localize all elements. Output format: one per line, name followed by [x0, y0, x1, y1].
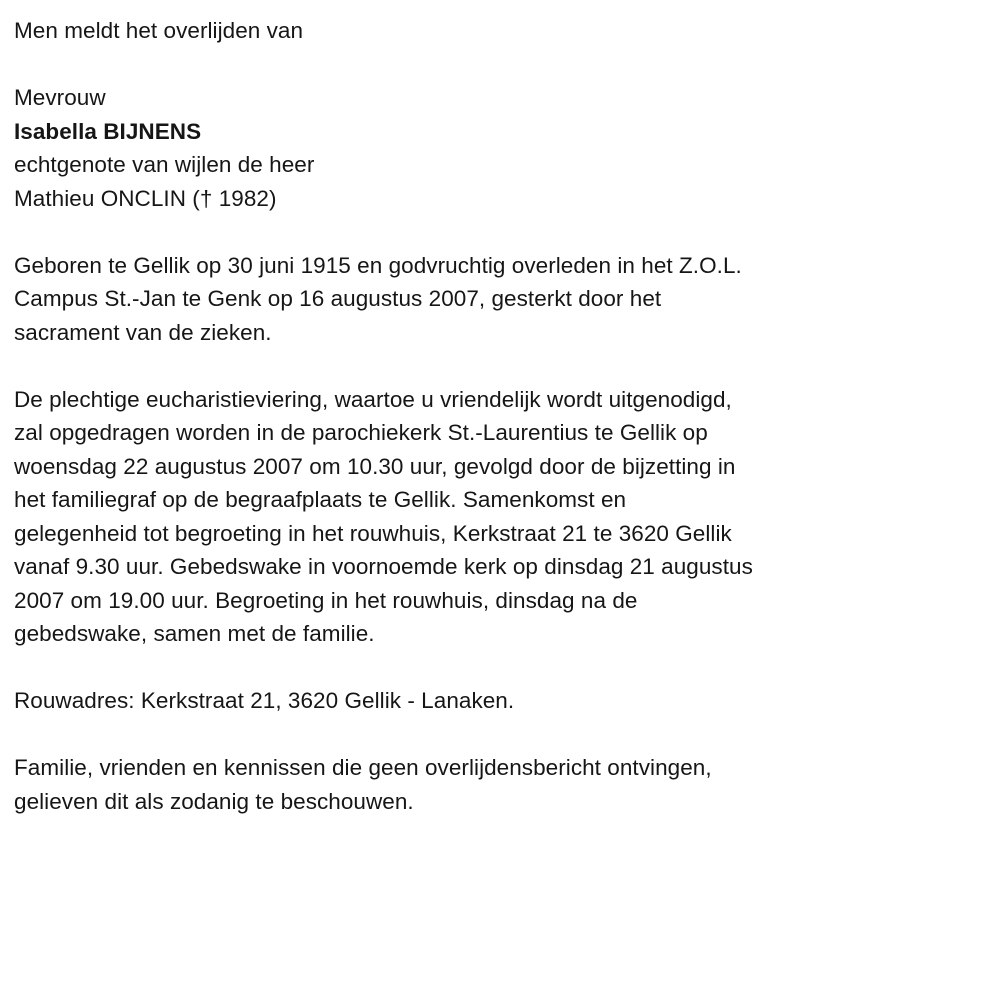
birth-death-line-3: sacrament van de zieken.: [14, 319, 272, 345]
spacer: [14, 48, 982, 82]
intro-paragraph: [14, 14, 982, 48]
spacer: [14, 718, 982, 752]
service-line-1: De plechtige eucharistieviering, waartoe u vriendelijk wordt uitgenodigd,: [14, 386, 732, 412]
closing-line-2: gelieven dit als zodanig te beschouwen.: [14, 788, 414, 814]
service-line-6: vanaf 9.30 uur. Gebedswake in voornoemde kerk op dinsdag 21 augustus: [14, 554, 753, 579]
service-line-7: 2007 om 19.00 uur. Begroeting in het rouwhuis, dinsdag na de: [14, 587, 638, 613]
spouse-relation-line: echtgenote van wijlen de heer: [14, 152, 315, 177]
birth-death-paragraph: [14, 249, 982, 350]
service-line-4: het familiegraf op de begraafplaats te Gellik. Samenkomst en: [14, 487, 627, 512]
salutation-line: Mevrouw: [14, 85, 106, 110]
service-line-5: gelegenheid tot begroeting in het rouwhuis, Kerkstraat 21 te 3620 Gellik: [14, 520, 732, 546]
service-line-2: zal opgedragen worden in de parochiekerk St.-Laurentius te Gellik op: [14, 420, 708, 445]
intro-line: Men meldt het overlijden van: [14, 18, 304, 43]
closing-paragraph: [14, 751, 982, 818]
service-paragraph: [14, 383, 982, 651]
spacer: [14, 651, 982, 685]
mourning-address-line: Rouwadres: Kerkstraat 21, 3620 Gellik - Lanaken.: [14, 688, 515, 713]
spacer: [14, 215, 982, 249]
birth-death-line-2: Campus St.-Jan te Genk op 16 augustus 2007, gesterkt door het: [14, 286, 662, 311]
deceased-block: [14, 81, 982, 215]
deceased-name: Isabella BIJNENS: [14, 118, 202, 144]
service-line-8: gebedswake, samen met de familie.: [14, 621, 375, 646]
service-line-3: woensdag 22 augustus 2007 om 10.30 uur, gevolgd door de bijzetting in: [14, 453, 736, 479]
mourning-address-paragraph: [14, 684, 982, 718]
spacer: [14, 349, 982, 383]
spouse-name-line: Mathieu ONCLIN († 1982): [14, 185, 277, 211]
birth-death-line-1: Geboren te Gellik op 30 juni 1915 en godvruchtig overleden in het Z.O.L.: [14, 252, 742, 278]
closing-line-1: Familie, vrienden en kennissen die geen overlijdensbericht ontvingen,: [14, 755, 712, 780]
